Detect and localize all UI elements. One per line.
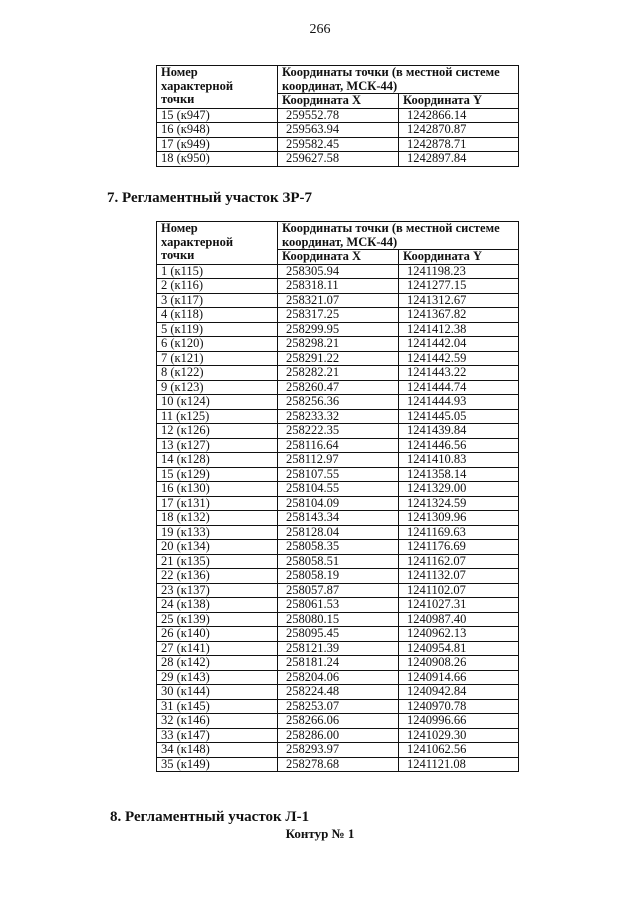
- point-number-cell: 29 (к143): [157, 670, 278, 685]
- table-row: [157, 540, 519, 555]
- header-coordinates: Координаты точки (в местной системе координат, МСК-44): [278, 222, 519, 250]
- coordinate-y-cell: 1242870.87: [399, 123, 519, 138]
- table-row: [157, 409, 519, 424]
- coordinate-x-cell: 258057.87: [278, 583, 399, 598]
- table-row: [157, 496, 519, 511]
- table-row: [157, 714, 519, 729]
- coordinate-x-cell: 258224.48: [278, 685, 399, 700]
- coordinate-y-cell: 1241324.59: [399, 496, 519, 511]
- coordinate-x-cell: 258104.09: [278, 496, 399, 511]
- point-number-cell: 19 (к133): [157, 525, 278, 540]
- coordinate-x-cell: 258204.06: [278, 670, 399, 685]
- coordinate-y-cell: 1241445.05: [399, 409, 519, 424]
- coordinate-y-cell: 1241102.07: [399, 583, 519, 598]
- header-y: Координата Y: [399, 250, 519, 265]
- coordinate-y-cell: 1242878.71: [399, 137, 519, 152]
- coordinate-y-cell: 1241329.00: [399, 482, 519, 497]
- coordinate-x-cell: 258104.55: [278, 482, 399, 497]
- point-number-cell: 16 (к130): [157, 482, 278, 497]
- coordinate-y-cell: 1241444.93: [399, 395, 519, 410]
- coordinate-y-cell: 1240996.66: [399, 714, 519, 729]
- contour-label: Контур № 1: [285, 826, 355, 841]
- coordinate-x-cell: 258121.39: [278, 641, 399, 656]
- point-number-cell: 27 (к141): [157, 641, 278, 656]
- table-row: [157, 685, 519, 700]
- point-number-cell: 15 (к129): [157, 467, 278, 482]
- coordinate-x-cell: 258278.68: [278, 757, 399, 772]
- coordinate-y-cell: 1241367.82: [399, 308, 519, 323]
- header-coordinates: Координаты точки (в местной системе координат, МСК-44): [278, 66, 519, 94]
- page-number: 266: [309, 22, 331, 37]
- table-row: [157, 699, 519, 714]
- coordinate-x-cell: 258222.35: [278, 424, 399, 439]
- table-row: [157, 351, 519, 366]
- table-row: [157, 525, 519, 540]
- coordinate-x-cell: 258293.97: [278, 743, 399, 758]
- section-7-heading: 7. Регламентный участок ЗР-7: [107, 190, 312, 206]
- coordinate-x-cell: 259563.94: [278, 123, 399, 138]
- coordinate-x-cell: 259552.78: [278, 108, 399, 123]
- table-row: [157, 308, 519, 323]
- coordinate-y-cell: 1240970.78: [399, 699, 519, 714]
- coordinate-x-cell: 258291.22: [278, 351, 399, 366]
- coordinate-y-cell: 1241121.08: [399, 757, 519, 772]
- point-number-cell: 30 (к144): [157, 685, 278, 700]
- point-number-cell: 32 (к146): [157, 714, 278, 729]
- coordinate-y-cell: 1242866.14: [399, 108, 519, 123]
- point-number-cell: 34 (к148): [157, 743, 278, 758]
- coordinate-x-cell: 258143.34: [278, 511, 399, 526]
- coordinate-x-cell: 258260.47: [278, 380, 399, 395]
- table-row: [157, 743, 519, 758]
- coordinate-y-cell: 1242897.84: [399, 152, 519, 167]
- point-number-cell: 20 (к134): [157, 540, 278, 555]
- table-row: [157, 554, 519, 569]
- coordinate-y-cell: 1241358.14: [399, 467, 519, 482]
- coordinate-x-cell: 258282.21: [278, 366, 399, 381]
- section-8-heading: 8. Регламентный участок Л-1: [110, 809, 310, 825]
- table-row: [157, 322, 519, 337]
- coordinate-y-cell: 1241446.56: [399, 438, 519, 453]
- point-number-cell: 6 (к120): [157, 337, 278, 352]
- header-y: Координата Y: [399, 94, 519, 109]
- coordinate-x-cell: 258305.94: [278, 264, 399, 279]
- coordinate-x-cell: 258286.00: [278, 728, 399, 743]
- table-row: [157, 641, 519, 656]
- table-row: [157, 438, 519, 453]
- coordinate-x-cell: 258107.55: [278, 467, 399, 482]
- table-row: [157, 424, 519, 439]
- coordinates-table-2: [156, 221, 519, 772]
- coordinate-x-cell: 259627.58: [278, 152, 399, 167]
- coordinate-y-cell: 1241162.07: [399, 554, 519, 569]
- table-row: [157, 627, 519, 642]
- coordinate-y-cell: 1240908.26: [399, 656, 519, 671]
- point-number-cell: 4 (к118): [157, 308, 278, 323]
- table-row: [157, 264, 519, 279]
- point-number-cell: 28 (к142): [157, 656, 278, 671]
- table-row: [157, 123, 519, 138]
- point-number-cell: 16 (к948): [157, 123, 278, 138]
- coordinate-y-cell: 1241312.67: [399, 293, 519, 308]
- point-number-cell: 21 (к135): [157, 554, 278, 569]
- point-number-cell: 5 (к119): [157, 322, 278, 337]
- table-row: [157, 293, 519, 308]
- coordinate-y-cell: 1241198.23: [399, 264, 519, 279]
- header-point-number: Номер характерной точки: [157, 66, 278, 109]
- coordinate-x-cell: 258112.97: [278, 453, 399, 468]
- point-number-cell: 24 (к138): [157, 598, 278, 613]
- coordinate-y-cell: 1241062.56: [399, 743, 519, 758]
- point-number-cell: 15 (к947): [157, 108, 278, 123]
- point-number-cell: 18 (к132): [157, 511, 278, 526]
- header-x: Координата X: [278, 250, 399, 265]
- table-row: [157, 583, 519, 598]
- table-row: [157, 366, 519, 381]
- point-number-cell: 26 (к140): [157, 627, 278, 642]
- coordinate-y-cell: 1241169.63: [399, 525, 519, 540]
- point-number-cell: 25 (к139): [157, 612, 278, 627]
- coordinate-x-cell: 258298.21: [278, 337, 399, 352]
- table-row: [157, 279, 519, 294]
- table-row: [157, 453, 519, 468]
- point-number-cell: 17 (к949): [157, 137, 278, 152]
- coordinate-x-cell: 258080.15: [278, 612, 399, 627]
- coordinate-y-cell: 1240954.81: [399, 641, 519, 656]
- coordinate-y-cell: 1241027.31: [399, 598, 519, 613]
- point-number-cell: 9 (к123): [157, 380, 278, 395]
- coordinate-y-cell: 1241277.15: [399, 279, 519, 294]
- point-number-cell: 1 (к115): [157, 264, 278, 279]
- point-number-cell: 31 (к145): [157, 699, 278, 714]
- coordinate-x-cell: 258256.36: [278, 395, 399, 410]
- table-row: [157, 569, 519, 584]
- table-row: [157, 108, 519, 123]
- coordinate-x-cell: 258095.45: [278, 627, 399, 642]
- point-number-cell: 18 (к950): [157, 152, 278, 167]
- coordinate-y-cell: 1240987.40: [399, 612, 519, 627]
- table-row: [157, 598, 519, 613]
- header-x: Координата X: [278, 94, 399, 109]
- table-row: [157, 612, 519, 627]
- point-number-cell: 10 (к124): [157, 395, 278, 410]
- coordinate-y-cell: 1241443.22: [399, 366, 519, 381]
- coordinate-y-cell: 1240962.13: [399, 627, 519, 642]
- table-row: [157, 757, 519, 772]
- coordinate-y-cell: 1241309.96: [399, 511, 519, 526]
- coordinate-y-cell: 1241442.59: [399, 351, 519, 366]
- table-row: [157, 511, 519, 526]
- coordinate-x-cell: 258058.35: [278, 540, 399, 555]
- header-point-number: Номер характерной точки: [157, 222, 278, 265]
- table-row: [157, 380, 519, 395]
- table-row: [157, 467, 519, 482]
- coordinate-x-cell: 258321.07: [278, 293, 399, 308]
- coordinate-y-cell: 1241029.30: [399, 728, 519, 743]
- coordinate-x-cell: 258181.24: [278, 656, 399, 671]
- point-number-cell: 33 (к147): [157, 728, 278, 743]
- table-row: [157, 152, 519, 167]
- point-number-cell: 14 (к128): [157, 453, 278, 468]
- coordinate-x-cell: 258116.64: [278, 438, 399, 453]
- coordinate-x-cell: 258299.95: [278, 322, 399, 337]
- table-row: [157, 670, 519, 685]
- point-number-cell: 13 (к127): [157, 438, 278, 453]
- point-number-cell: 11 (к125): [157, 409, 278, 424]
- table-row: [157, 395, 519, 410]
- table-row: [157, 137, 519, 152]
- coordinate-x-cell: 258318.11: [278, 279, 399, 294]
- coordinate-x-cell: 258058.51: [278, 554, 399, 569]
- coordinate-x-cell: 258253.07: [278, 699, 399, 714]
- coordinate-x-cell: 259582.45: [278, 137, 399, 152]
- point-number-cell: 35 (к149): [157, 757, 278, 772]
- coordinate-y-cell: 1241176.69: [399, 540, 519, 555]
- coordinate-y-cell: 1241412.38: [399, 322, 519, 337]
- coordinate-y-cell: 1240942.84: [399, 685, 519, 700]
- coordinate-x-cell: 258128.04: [278, 525, 399, 540]
- point-number-cell: 17 (к131): [157, 496, 278, 511]
- table-row: [157, 728, 519, 743]
- point-number-cell: 22 (к136): [157, 569, 278, 584]
- coordinate-x-cell: 258233.32: [278, 409, 399, 424]
- point-number-cell: 2 (к116): [157, 279, 278, 294]
- table-row: [157, 482, 519, 497]
- coordinate-y-cell: 1241132.07: [399, 569, 519, 584]
- coordinates-table-1: [156, 65, 519, 167]
- point-number-cell: 8 (к122): [157, 366, 278, 381]
- coordinate-y-cell: 1241410.83: [399, 453, 519, 468]
- coordinate-y-cell: 1241439.84: [399, 424, 519, 439]
- coordinate-y-cell: 1240914.66: [399, 670, 519, 685]
- table-row: [157, 337, 519, 352]
- point-number-cell: 3 (к117): [157, 293, 278, 308]
- coordinate-x-cell: 258058.19: [278, 569, 399, 584]
- coordinate-x-cell: 258317.25: [278, 308, 399, 323]
- point-number-cell: 23 (к137): [157, 583, 278, 598]
- point-number-cell: 7 (к121): [157, 351, 278, 366]
- coordinate-x-cell: 258061.53: [278, 598, 399, 613]
- table-row: [157, 656, 519, 671]
- coordinate-y-cell: 1241442.04: [399, 337, 519, 352]
- coordinate-x-cell: 258266.06: [278, 714, 399, 729]
- point-number-cell: 12 (к126): [157, 424, 278, 439]
- coordinate-y-cell: 1241444.74: [399, 380, 519, 395]
